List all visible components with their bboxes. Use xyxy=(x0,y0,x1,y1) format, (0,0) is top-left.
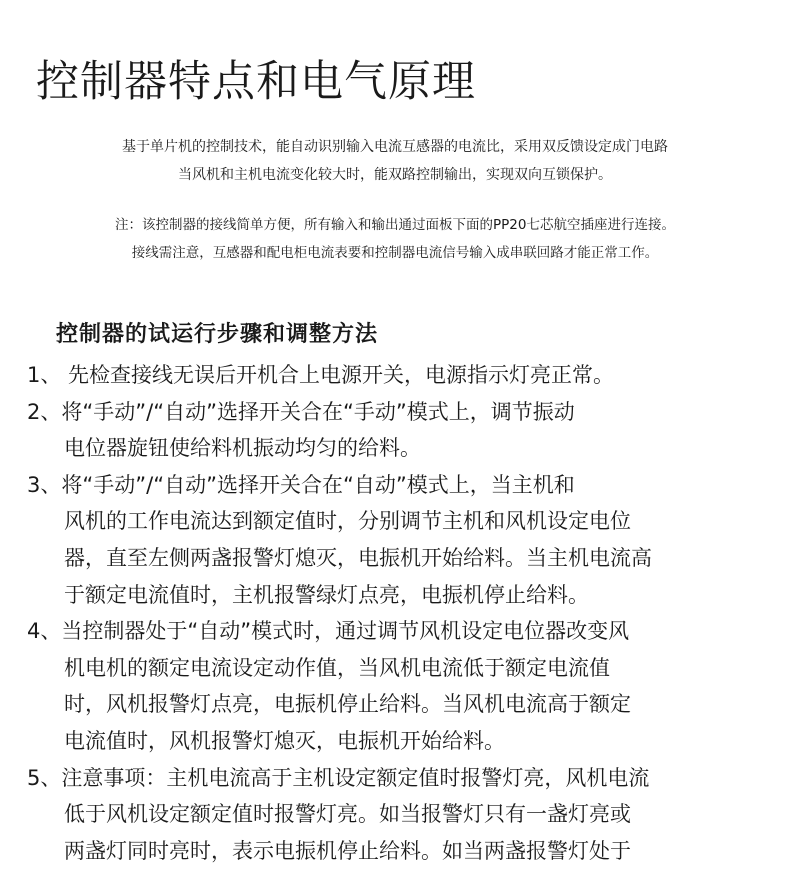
step-3-line-3: 器，直至左侧两盏报警灯熄灭，电振机开始给料。当主机电流高 xyxy=(64,545,652,570)
step-4-line-2: 机电机的额定电流设定动作值，当风机电流低于额定电流值 xyxy=(64,655,610,680)
step-3-line-2: 风机的工作电流达到额定值时，分别调节主机和风机设定电位 xyxy=(64,509,631,534)
wiring-note xyxy=(0,211,790,267)
note-line-1: 注：该控制器的接线简单方便，所有输入和输出通过面板下面的PP20七芯航空插座进行连接。 xyxy=(115,217,675,233)
intro-line-2: 当风机和主机电流变化较大时，能双路控制输出，实现双向互锁保护。 xyxy=(178,167,612,183)
steps-list xyxy=(0,357,790,869)
step-3 xyxy=(0,467,790,613)
intro-paragraph xyxy=(0,133,790,189)
page-title: 控制器特点和电气原理 xyxy=(36,57,476,107)
step-5-line-3: 两盏灯同时亮时，表示电振机停止给料。如当两盏报警灯处于 xyxy=(64,838,631,863)
note-line-2: 接线需注意，互感器和配电柜电流表要和控制器电流信号输入成串联回路才能正常工作。 xyxy=(131,245,659,261)
step-2-line-2: 电位器旋钮使给料机振动均匀的给料。 xyxy=(64,436,421,461)
step-2-line-1: 2、将“手动”/“自动”选择开关合在“手动”模式上，调节振动 xyxy=(27,399,575,424)
step-1-line-1: 1、 先检查接线无误后开机合上电源开关，电源指示灯亮正常。 xyxy=(27,363,615,387)
step-5-line-2: 低于风机设定额定值时报警灯亮。如当报警灯只有一盏灯亮或 xyxy=(64,802,631,827)
intro-line-1: 基于单片机的控制技术，能自动识别输入电流互感器的电流比，采用双反馈设定成门电路 xyxy=(122,139,668,155)
step-4-line-1: 4、当控制器处于“自动”模式时，通过调节风机设定电位器改变风 xyxy=(27,619,630,644)
step-5 xyxy=(0,760,790,870)
step-4 xyxy=(0,613,790,759)
step-1 xyxy=(0,357,790,394)
step-2 xyxy=(0,394,790,467)
step-5-line-1: 5、注意事项：主机电流高于主机设定额定值时报警灯亮，风机电流 xyxy=(27,765,650,790)
step-4-line-3: 时，风机报警灯点亮，电振机停止给料。当风机电流高于额定 xyxy=(64,692,631,717)
step-3-line-1: 3、将“手动”/“自动”选择开关合在“自动”模式上，当主机和 xyxy=(27,472,575,497)
section-heading: 控制器的试运行步骤和调整方法 xyxy=(56,322,379,347)
step-4-line-4: 电流值时，风机报警灯熄灭，电振机开始给料。 xyxy=(64,728,505,753)
step-3-line-4: 于额定电流值时，主机报警绿灯点亮，电振机停止给料。 xyxy=(64,582,589,607)
